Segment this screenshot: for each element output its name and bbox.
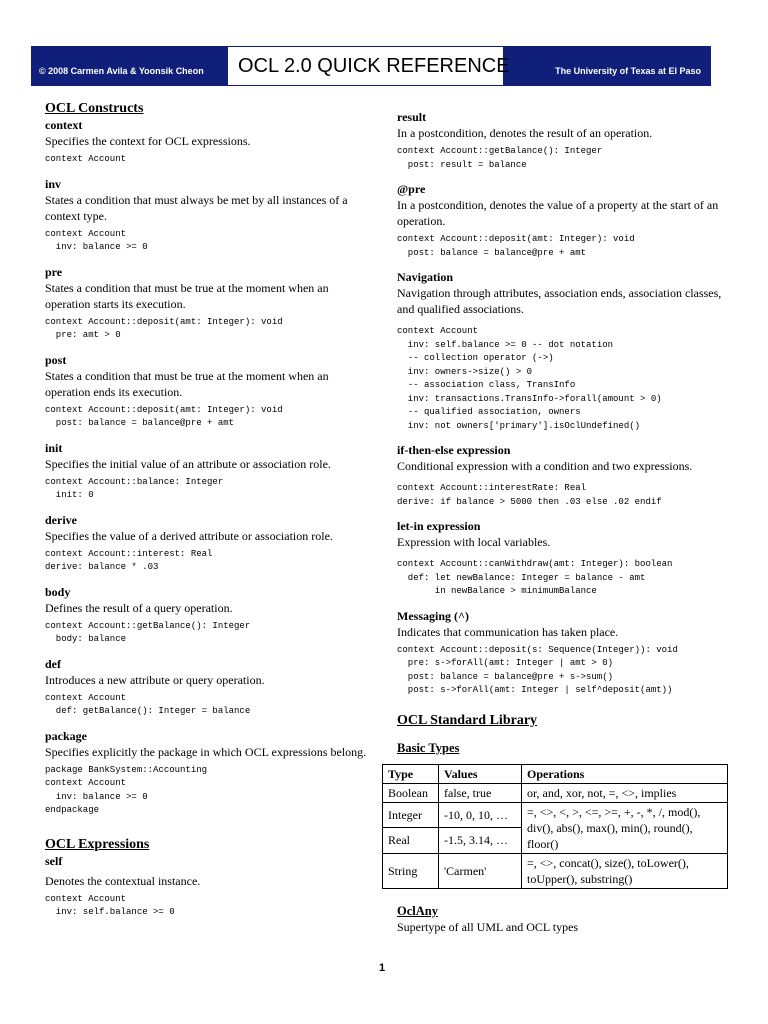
institution-text: The University of Texas at El Paso xyxy=(555,66,701,76)
construct-post xyxy=(45,353,370,431)
expression-desc: Conditional expression with a condition and two expressions. xyxy=(397,459,693,473)
construct-name: init xyxy=(45,440,63,455)
table-cell: -1.5, 3.14, … xyxy=(439,828,522,854)
expression-code: context Account inv: self.balance >= 0 xyxy=(45,893,175,917)
table-row xyxy=(383,853,728,888)
basic-types-table xyxy=(382,764,728,889)
expression-name: self xyxy=(45,853,63,868)
constructs-title: OCL Constructs xyxy=(45,101,144,116)
expression-name: if-then-else expression xyxy=(397,443,511,457)
table-header-row xyxy=(383,764,728,783)
table-cell: =, <>, <, >, <=, >=, +, -, *, /, mod(), div(), abs(), max(), min(), round(), floor() xyxy=(522,802,728,853)
table-header-cell: Type xyxy=(383,764,439,783)
expression-name: Navigation xyxy=(397,270,454,284)
expression-pre-value xyxy=(397,182,727,260)
construct-desc: Specifies explicitly the package in which OCL expressions belong. xyxy=(45,744,367,759)
expression-code: context Account::canWithdraw(amt: Integer): boolean def: let newBalance: Integer = balance - amt in newBalance > minimumBalance xyxy=(397,559,673,596)
expression-code: context Account::deposit(s: Sequence(Integer)): void pre: s->forAll(amt: Integer | amt > 0) post: balance = balance@pre + s->sum() post: s->forAll(amt: Integer | self^deposit(amt)) xyxy=(397,644,678,695)
expression-desc: In a postcondition, denotes the result of an operation. xyxy=(397,126,653,140)
expression-code: context Account::getBalance(): Integer post: result = balance xyxy=(397,146,603,170)
construct-inv xyxy=(45,177,370,255)
left-column xyxy=(45,100,370,920)
expression-let-in xyxy=(397,519,727,599)
page-number: 1 xyxy=(379,962,386,974)
construct-code: context Account def: getBalance(): Integer = balance xyxy=(45,692,251,716)
header-banner xyxy=(31,46,711,86)
expression-desc: Navigation through attributes, association ends, association classes, and qualified associations. xyxy=(397,286,722,316)
expression-self xyxy=(45,854,370,920)
title-box xyxy=(227,46,510,86)
expression-desc: Denotes the contextual instance. xyxy=(45,873,201,888)
table-cell: or, and, xor, not, =, <>, implies xyxy=(522,783,728,802)
expression-result xyxy=(397,110,727,172)
expression-desc: Expression with local variables. xyxy=(397,535,551,549)
page-title: OCL 2.0 QUICK REFERENCE xyxy=(238,55,510,77)
expression-if-then-else xyxy=(397,443,727,509)
expression-name: result xyxy=(397,110,427,124)
basic-types-title: Basic Types xyxy=(397,740,460,755)
construct-code: context Account::deposit(amt: Integer): void post: balance = balance@pre + amt xyxy=(45,404,283,428)
construct-code: context Account::getBalance(): Integer body: balance xyxy=(45,620,251,644)
construct-desc: Specifies the context for OCL expressions. xyxy=(45,134,251,148)
construct-code: context Account inv: balance >= 0 xyxy=(45,228,148,252)
table-cell: Real xyxy=(383,828,439,854)
expression-messaging xyxy=(397,609,727,698)
expression-name: let-in expression xyxy=(397,519,481,533)
expression-desc: Indicates that communication has taken place. xyxy=(397,624,619,639)
table-cell: -10, 0, 10, … xyxy=(439,802,522,828)
expression-name: @pre xyxy=(397,182,426,196)
right-column xyxy=(388,110,727,935)
construct-desc: States a condition that must be true at the moment when an operation starts its execution. xyxy=(45,280,329,311)
table-row xyxy=(383,802,728,828)
table-header-cell: Operations xyxy=(522,764,728,783)
construct-name: package xyxy=(45,728,87,743)
construct-name: post xyxy=(45,352,67,367)
construct-desc: Specifies the value of a derived attribute or association role. xyxy=(45,528,333,543)
table-header-cell: Values xyxy=(439,764,522,783)
table-cell: false, true xyxy=(439,783,522,802)
construct-context xyxy=(45,118,370,167)
construct-body xyxy=(45,585,370,647)
table-cell: 'Carmen' xyxy=(439,853,522,888)
construct-desc: States a condition that must be true at the moment when an operation ends its execution. xyxy=(45,368,329,399)
table-cell: Integer xyxy=(383,802,439,828)
construct-name: def xyxy=(45,656,61,671)
construct-pre xyxy=(45,265,370,343)
expression-code: context Account inv: self.balance >= 0 -- dot notation -- collection operator (->) inv: owners->size() > 0 -- association class, TransInfo inv: transactions.TransInfo->forall(amount > 0) -- qualified association, owners inv: not owners['primary'].isOclUndefined() xyxy=(397,326,662,431)
construct-desc: Specifies the initial value of an attribute or association role. xyxy=(45,456,331,471)
construct-package xyxy=(45,729,370,818)
construct-desc: Defines the result of a query operation. xyxy=(45,600,233,615)
expression-desc: In a postcondition, denotes the value of a property at the start of an operation. xyxy=(397,198,719,228)
construct-def xyxy=(45,657,370,719)
expression-code: context Account::deposit(amt: Integer): void post: balance = balance@pre + amt xyxy=(397,234,635,258)
construct-desc: States a condition that must always be met by all instances of a context type. xyxy=(45,192,348,223)
construct-code: context Account xyxy=(45,154,127,164)
copyright-text: © 2008 Carmen Avila & Yoonsik Cheon xyxy=(39,66,204,76)
stdlib-title: OCL Standard Library xyxy=(397,712,538,728)
table-cell: String xyxy=(383,853,439,888)
table-cell: =, <>, concat(), size(), toLower(), toUpper(), substring() xyxy=(522,853,728,888)
construct-name: pre xyxy=(45,264,63,279)
oclany-desc: Supertype of all UML and OCL types xyxy=(397,919,579,934)
construct-derive xyxy=(45,513,370,575)
expression-name: Messaging (^) xyxy=(397,608,469,623)
expression-code: context Account::interestRate: Real derive: if balance > 5000 then .03 else .02 endif xyxy=(397,483,662,507)
construct-name: context xyxy=(45,118,83,132)
expressions-title: OCL Expressions xyxy=(45,836,150,852)
construct-code: context Account::balance: Integer init: 0 xyxy=(45,476,224,500)
table-cell: Boolean xyxy=(383,783,439,802)
construct-code: context Account::interest: Real derive: balance * .03 xyxy=(45,548,213,572)
construct-name: body xyxy=(45,584,71,599)
construct-name: inv xyxy=(45,176,62,191)
construct-code: context Account::deposit(amt: Integer): void pre: amt > 0 xyxy=(45,316,283,340)
construct-init xyxy=(45,441,370,503)
construct-desc: Introduces a new attribute or query operation. xyxy=(45,672,265,687)
oclany-title: OclAny xyxy=(397,903,438,918)
construct-code: package BankSystem::Accounting context Account inv: balance >= 0 endpackage xyxy=(45,764,208,815)
construct-name: derive xyxy=(45,512,77,527)
expression-navigation xyxy=(397,270,727,433)
table-row xyxy=(383,783,728,802)
